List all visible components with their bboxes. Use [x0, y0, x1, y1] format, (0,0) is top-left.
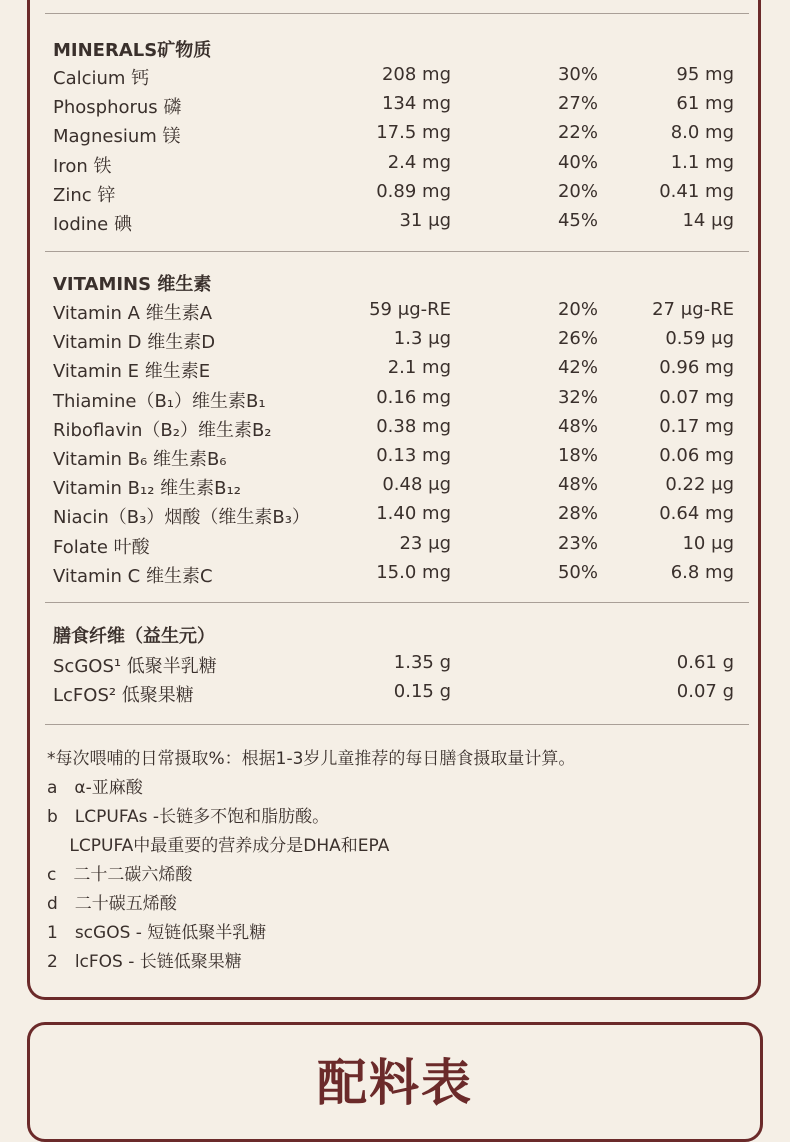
footnote: LCPUFA中最重要的营养成分是DHA和EPA: [47, 836, 390, 856]
amount-per-100: 23 μg: [399, 532, 451, 554]
daily-percent: 30%: [557, 64, 598, 85]
amount-per-serving: 0.22 μg: [665, 474, 734, 496]
amount-per-100: 1.3 μg: [393, 328, 451, 350]
nutrient-row: [0, 652, 790, 678]
nutrient-row: [0, 181, 790, 207]
amount-per-serving: 6.8 mg: [670, 561, 734, 583]
nutrient-name: ScGOS¹ 低聚半乳糖: [53, 656, 217, 677]
daily-percent: 18%: [557, 445, 598, 466]
nutrient-row: [0, 387, 790, 413]
nutrient-name: Niacin（B₃）烟酸（维生素B₃）: [53, 507, 310, 529]
amount-per-serving: 0.17 mg: [659, 415, 734, 437]
amount-per-serving: 61 mg: [676, 93, 734, 115]
nutrient-row: [0, 152, 790, 178]
amount-per-100: 1.35 g: [393, 652, 451, 673]
nutrient-row: [0, 681, 790, 707]
daily-percent: 48%: [557, 415, 598, 437]
footnote: d 二十碳五烯酸: [47, 894, 177, 914]
nutrient-row: [0, 416, 790, 442]
daily-percent: 40%: [557, 151, 598, 173]
nutrient-name: Vitamin B₆ 维生素B₆: [53, 449, 227, 470]
nutrient-name: Vitamin D 维生素D: [53, 332, 216, 354]
nutrient-row: [0, 328, 790, 354]
daily-percent: 26%: [557, 328, 598, 350]
amount-per-serving: 10 μg: [682, 532, 734, 554]
nutrient-name: Folate 叶酸: [53, 536, 150, 558]
divider: [45, 251, 749, 252]
amount-per-100: 0.13 mg: [376, 445, 451, 466]
daily-percent: 45%: [557, 210, 598, 231]
amount-per-serving: 0.59 μg: [665, 328, 734, 350]
daily-percent: 50%: [557, 561, 598, 583]
nutrient-name: Magnesium 镁: [53, 126, 181, 148]
nutrient-name: Vitamin B₁₂ 维生素B₁₂: [53, 478, 241, 500]
daily-percent: 22%: [557, 122, 598, 144]
ingredients-title: 配料表: [317, 1054, 473, 1112]
daily-percent: 20%: [557, 299, 598, 320]
amount-per-100: 0.48 μg: [382, 474, 451, 496]
amount-per-serving: 0.07 mg: [659, 386, 734, 408]
nutrient-name: Thiamine（B₁）维生素B₁: [53, 390, 266, 412]
amount-per-100: 0.38 mg: [376, 415, 451, 437]
nutrient-row: [0, 93, 790, 119]
amount-per-serving: 0.06 mg: [659, 445, 734, 466]
nutrient-name: Vitamin A 维生素A: [53, 303, 213, 324]
amount-per-100: 0.89 mg: [376, 180, 451, 202]
divider: [45, 724, 749, 725]
nutrient-row: [0, 210, 790, 236]
divider: [45, 13, 749, 14]
nutrient-row: [0, 445, 790, 471]
amount-per-serving: 8.0 mg: [670, 122, 734, 144]
nutrient-row: [0, 357, 790, 383]
nutrient-row: [0, 474, 790, 500]
amount-per-serving: 0.61 g: [676, 652, 734, 673]
amount-per-100: 17.5 mg: [376, 122, 451, 144]
amount-per-serving: 1.1 mg: [670, 151, 734, 173]
daily-percent: 48%: [557, 474, 598, 496]
amount-per-100: 134 mg: [381, 93, 451, 115]
divider: [45, 602, 749, 603]
footnote: b LCPUFAs -长链多不饱和脂肪酸。: [47, 807, 330, 827]
amount-per-100: 0.15 g: [393, 681, 451, 702]
nutrient-row: [0, 122, 790, 148]
fiber-title: 膳食纤维（益生元）: [53, 626, 215, 647]
amount-per-serving: 14 μg: [682, 210, 734, 231]
footnote: 1 scGOS - 短链低聚半乳糖: [47, 923, 267, 943]
daily-percent: 23%: [557, 532, 598, 554]
amount-per-serving: 95 mg: [676, 64, 734, 85]
amount-per-100: 2.1 mg: [387, 357, 451, 379]
footnote: *每次喂哺的日常摄取%：根据1-3岁儿童推荐的每日膳食摄取量计算。: [47, 749, 576, 769]
footnote: c 二十二碳六烯酸: [47, 865, 193, 885]
amount-per-serving: 27 μg-RE: [652, 299, 734, 320]
amount-per-100: 15.0 mg: [376, 561, 451, 583]
nutrient-row: [0, 533, 790, 559]
nutrient-name: Phosphorus 磷: [53, 97, 182, 119]
nutrient-row: [0, 562, 790, 588]
amount-per-100: 2.4 mg: [387, 151, 451, 173]
footnote: a α-亚麻酸: [47, 778, 143, 798]
amount-per-100: 59 μg-RE: [369, 299, 451, 320]
amount-per-100: 0.16 mg: [376, 386, 451, 408]
amount-per-100: 208 mg: [381, 64, 451, 85]
nutrient-name: Vitamin C 维生素C: [53, 565, 213, 587]
nutrient-name: Vitamin E 维生素E: [53, 361, 211, 383]
amount-per-serving: 0.64 mg: [659, 503, 734, 525]
amount-per-100: 1.40 mg: [376, 503, 451, 525]
daily-percent: 28%: [557, 503, 598, 525]
minerals-title: MINERALS矿物质: [53, 40, 212, 61]
amount-per-serving: 0.96 mg: [659, 357, 734, 379]
daily-percent: 27%: [557, 93, 598, 115]
nutrient-row: [0, 299, 790, 325]
nutrient-row: [0, 503, 790, 529]
nutrient-name: Zinc 锌: [53, 184, 116, 206]
nutrient-name: Iron 铁: [53, 155, 112, 177]
nutrient-name: Iodine 碘: [53, 214, 132, 235]
nutrient-name: Riboflavin（B₂）维生素B₂: [53, 419, 272, 441]
amount-per-serving: 0.07 g: [676, 681, 734, 702]
daily-percent: 20%: [557, 180, 598, 202]
amount-per-serving: 0.41 mg: [659, 180, 734, 202]
vitamins-title: VITAMINS 维生素: [53, 274, 212, 295]
nutrient-row: [0, 64, 790, 90]
daily-percent: 32%: [557, 386, 598, 408]
nutrient-name: Calcium 钙: [53, 68, 150, 89]
nutrient-name: LcFOS² 低聚果糖: [53, 685, 194, 706]
amount-per-100: 31 μg: [399, 210, 451, 231]
footnote: 2 lcFOS - 长链低聚果糖: [47, 952, 242, 972]
daily-percent: 42%: [557, 357, 598, 379]
